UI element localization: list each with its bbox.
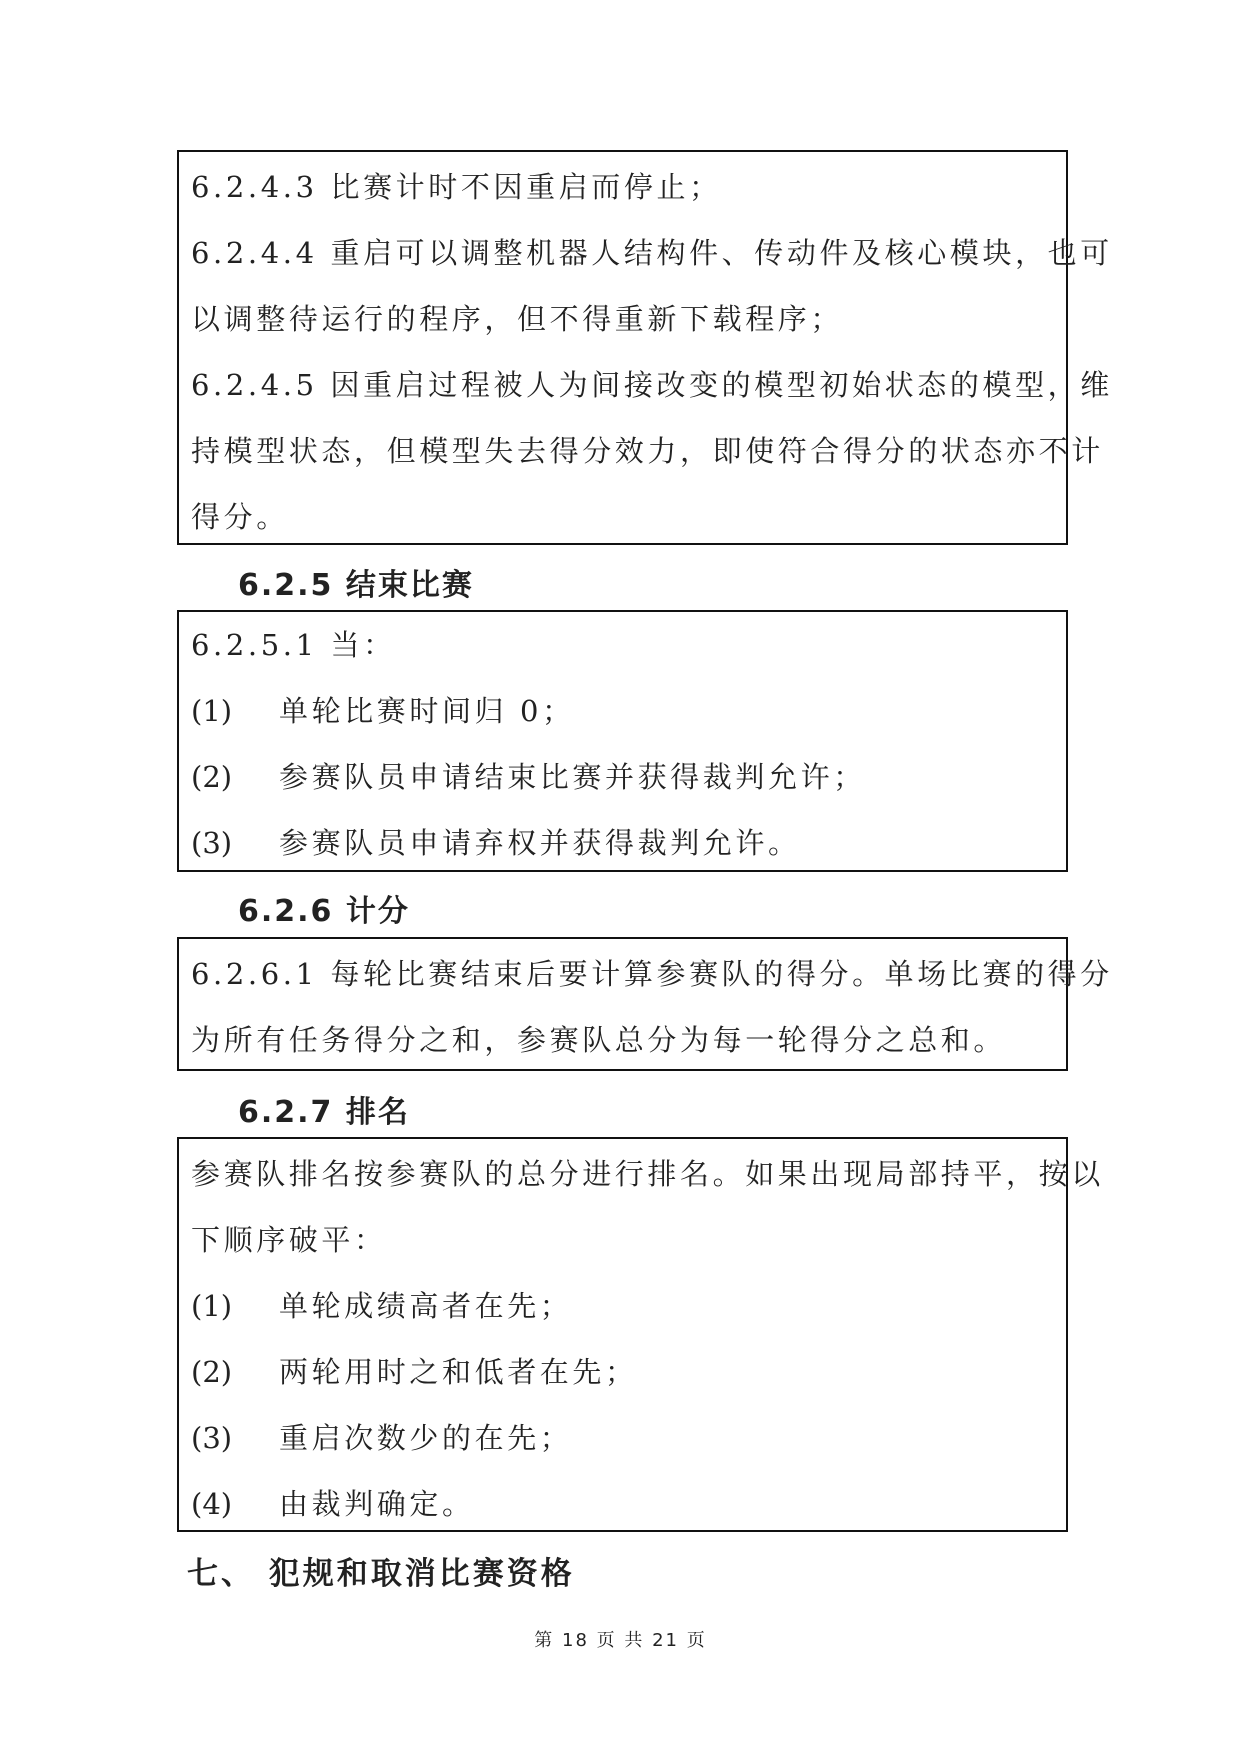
rule-box-6-2-7: [177, 1137, 1104, 1532]
rule-6-2-6-1-cont: 为所有任务得分之和，参赛队总分为每一轮得分之总和。: [191, 1023, 1007, 1057]
section-heading-6-2-5: 6.2.5 结束比赛: [238, 568, 474, 603]
list-item-number: (3): [191, 1421, 233, 1455]
list-item-number: (2): [191, 760, 233, 794]
section-heading-6-2-7: 6.2.7 排名: [238, 1095, 410, 1130]
list-item: [191, 810, 1054, 876]
list-item-text: 重启次数少的在先；: [279, 1421, 573, 1455]
list-item: [191, 1339, 1054, 1405]
list-item-text: 单轮成绩高者在先；: [279, 1289, 573, 1323]
rule-box-6-2-4: [177, 150, 1113, 545]
rule-6-2-5-1: 6.2.5.1 当：: [191, 628, 396, 662]
list-item-number: (1): [191, 1289, 233, 1323]
list-item-number: (3): [191, 826, 233, 860]
list-item-text: 参赛队员申请结束比赛并获得裁判允许；: [279, 760, 866, 794]
section-heading-6-2-6: 6.2.6 计分: [238, 894, 410, 929]
ranking-intro-cont: 下顺序破平：: [191, 1223, 387, 1257]
list-item-number: (2): [191, 1355, 233, 1389]
rule-6-2-4-4-cont: 以调整待运行的程序，但不得重新下载程序；: [191, 302, 844, 336]
list-item: [191, 744, 1054, 810]
rule-6-2-4-5: 6.2.4.5 因重启过程被人为间接改变的模型初始状态的模型，维: [191, 368, 1113, 402]
list-item: [191, 678, 1054, 744]
rule-6-2-4-4: 6.2.4.4 重启可以调整机器人结构件、传动件及核心模块，也可: [191, 236, 1113, 270]
rule-box-6-2-6: [177, 937, 1113, 1071]
rule-box-6-2-5: [177, 610, 1068, 872]
rule-6-2-4-5-end: 得分。: [191, 500, 289, 534]
list-item-text: 由裁判确定。: [279, 1487, 475, 1521]
list-item-number: (1): [191, 694, 233, 728]
rule-6-2-4-5-cont: 持模型状态，但模型失去得分效力，即使符合得分的状态亦不计: [191, 434, 1104, 468]
ranking-intro: 参赛队排名按参赛队的总分进行排名。如果出现局部持平，按以: [191, 1157, 1104, 1191]
list-item: [191, 1405, 1054, 1471]
list-item: [191, 1273, 1054, 1339]
chapter-heading-7: 七、 犯规和取消比赛资格: [187, 1556, 575, 1592]
list-item-number: (4): [191, 1487, 233, 1521]
list-item: [191, 1471, 1054, 1537]
list-item-text: 参赛队员申请弃权并获得裁判允许。: [279, 826, 801, 860]
rule-6-2-6-1: 6.2.6.1 每轮比赛结束后要计算参赛队的得分。单场比赛的得分: [191, 957, 1113, 991]
list-item-text: 单轮比赛时间归 0；: [279, 694, 575, 728]
list-item-text: 两轮用时之和低者在先；: [279, 1355, 638, 1389]
rule-6-2-4-3: 6.2.4.3 比赛计时不因重启而停止；: [191, 170, 722, 204]
page-number: 第 18 页 共 21 页: [534, 1630, 707, 1651]
